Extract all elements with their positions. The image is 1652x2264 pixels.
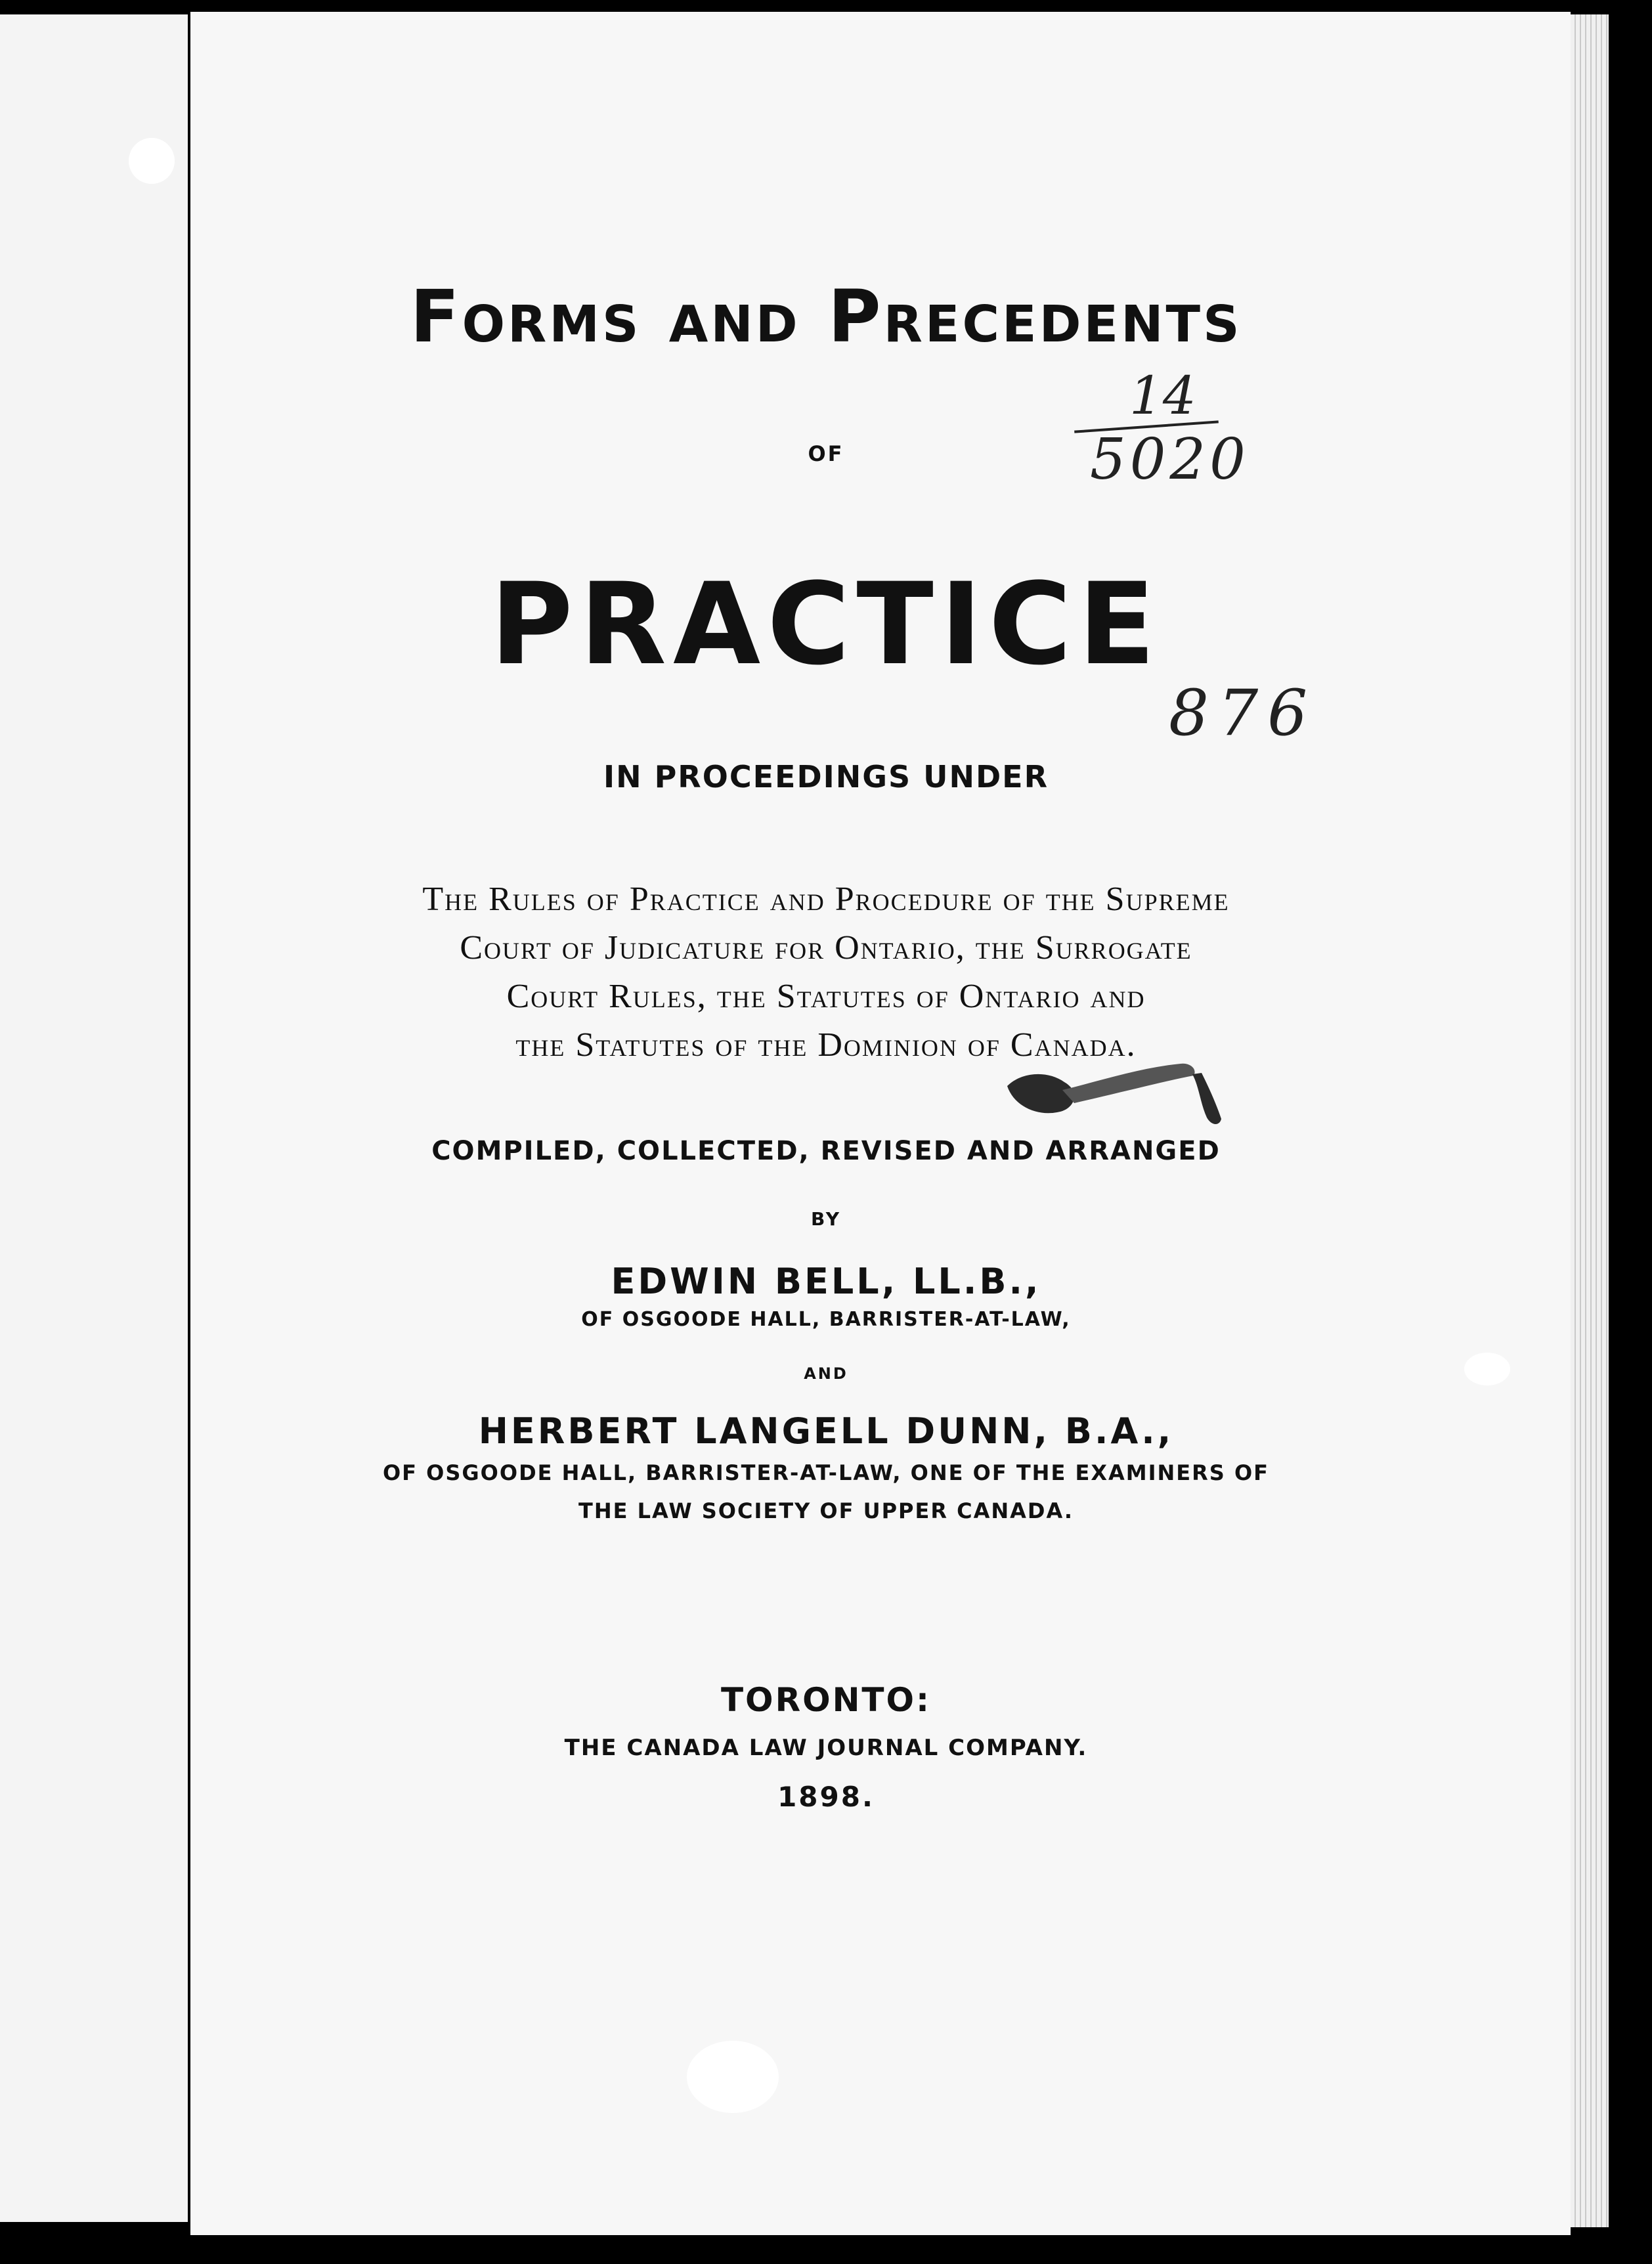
paper-blemish: [129, 138, 175, 184]
title-line-1: Forms and Precedents: [410, 274, 1242, 359]
title-main: PRACTICE: [490, 558, 1162, 690]
author-name: EDWIN BELL, LL.B.,: [611, 1261, 1041, 1302]
author-name: HERBERT LANGELL DUNN, B.A.,: [478, 1410, 1174, 1452]
description-line: Court Rules, the Statutes of Ontario and: [506, 978, 1146, 1015]
compiled-line: COMPILED, COLLECTED, REVISED AND ARRANGED: [431, 1136, 1221, 1166]
author-affiliation: OF OSGOODE HALL, BARRISTER-AT-LAW, ONE OF THE EXAMINERS OF: [382, 1460, 1270, 1485]
publisher: THE CANADA LAW JOURNAL COMPANY.: [564, 1735, 1088, 1761]
description-line: The Rules of Practice and Procedure of the Supreme: [422, 881, 1230, 918]
description-line: the Statutes of the Dominion of Canada.: [515, 1026, 1137, 1064]
ink-stain: [1002, 1052, 1225, 1131]
author-affiliation: THE LAW SOCIETY OF UPPER CANADA.: [578, 1498, 1074, 1523]
title-under: IN PROCEEDINGS UNDER: [603, 759, 1049, 795]
publication-year: 1898.: [777, 1781, 875, 1813]
handwritten-fraction-bottom: 5020: [1090, 427, 1250, 492]
publication-city: TORONTO:: [720, 1681, 932, 1719]
by-line: BY: [810, 1208, 842, 1230]
description-line: Court of Judicature for Ontario, the Surrogate: [460, 929, 1192, 967]
handwritten-fraction-top: 14: [1129, 365, 1196, 426]
title-of: OF: [808, 441, 844, 466]
and-line: AND: [804, 1364, 848, 1383]
handwritten-margin-number: 876: [1169, 676, 1317, 750]
paper-blemish: [687, 2041, 779, 2113]
author-affiliation: OF OSGOODE HALL, BARRISTER-AT-LAW,: [581, 1308, 1071, 1331]
